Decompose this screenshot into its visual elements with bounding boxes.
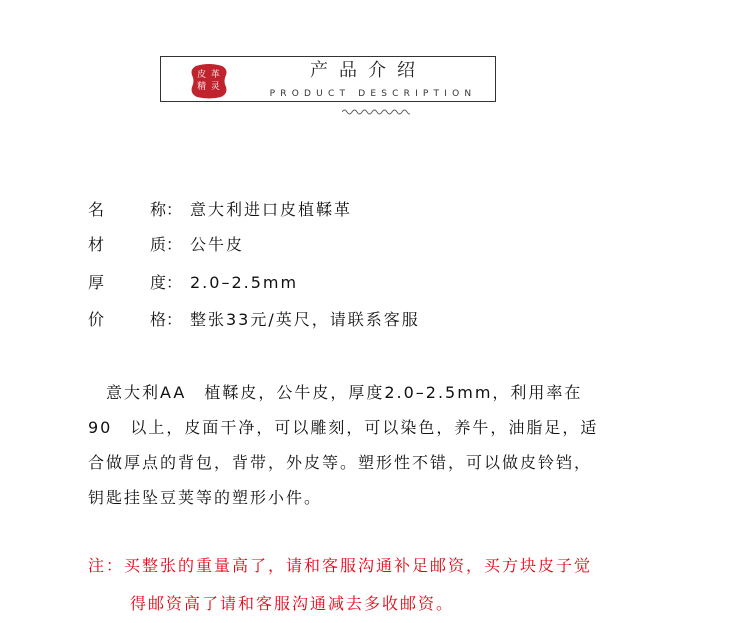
description-line: 合做厚点的背包，背带，外皮等。塑形性不错，可以做皮铃铛， [88,453,593,472]
shipping-notice-line2: 得邮资高了请和客服沟通减去多收邮资。 [130,594,455,613]
spec-value: 整张33元/英尺，请联系客服 [190,310,420,329]
logo-text-top: 皮 革 [197,70,221,80]
spec-label-a: 价 [88,310,105,329]
spec-label-b: 格： [150,310,183,329]
brand-logo [190,63,228,99]
wave-divider [342,108,410,116]
description-line: 钥匙挂坠豆荚等的塑形小件。 [88,488,323,507]
spec-value: 公牛皮 [190,235,245,254]
page-subtitle: PRODUCT DESCRIPTION [269,89,477,99]
description-line: 90 以上，皮面干净，可以雕刻，可以染色，养牛，油脂足，适 [88,418,599,437]
spec-label-a: 材 [88,235,105,254]
description-paragraph [88,375,668,515]
logo-text-bottom: 精 灵 [197,82,221,92]
spec-value: 意大利进口皮植鞣革 [190,200,353,219]
page-title: 产品介绍 [310,60,426,81]
spec-label-a: 名 [88,200,105,219]
spec-label-b: 称： [150,200,183,219]
description-line: 意大利AA 植鞣皮，公牛皮，厚度2.0–2.5mm，利用率在 [88,383,583,402]
shipping-notice-line1: 注：买整张的重量高了，请和客服沟通补足邮资，买方块皮子觉 [88,556,593,575]
spec-label-a: 厚 [88,273,105,292]
spec-label-b: 度： [150,273,183,292]
spec-label-b: 质： [150,235,183,254]
spec-value: 2.0–2.5mm [190,273,299,292]
